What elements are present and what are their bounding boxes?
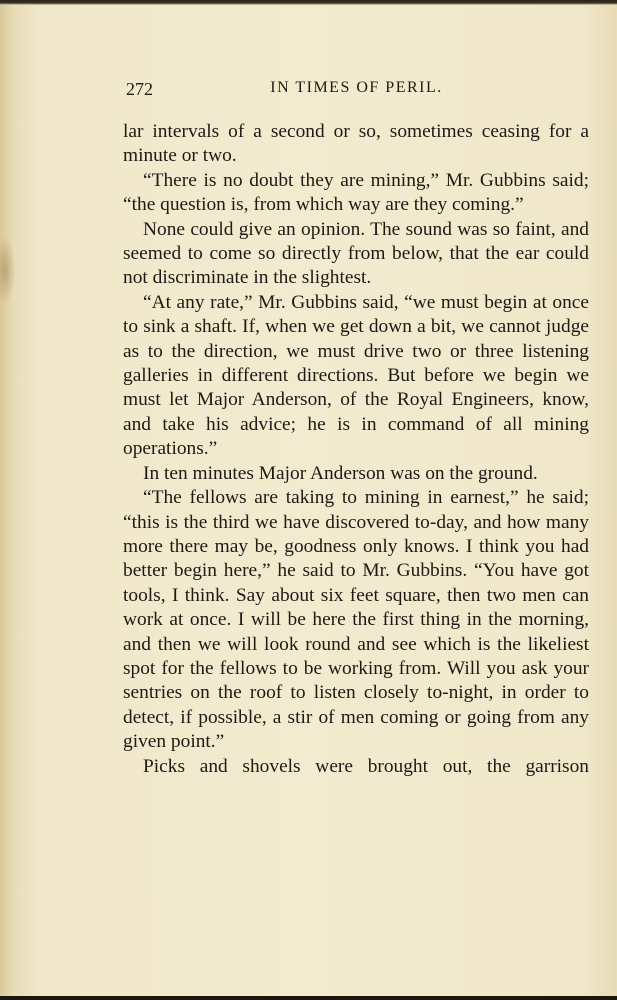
page-number: 272 <box>126 79 153 99</box>
paragraph-3: None could give an opinion. The sound was so faint, and seemed to come so directly from below, that the ear could not discriminate in the slightest. <box>123 218 589 289</box>
running-title: IN TIMES OF PERIL. <box>270 79 443 96</box>
paragraph-5: In ten minutes Major Anderson was on the ground. <box>143 462 538 484</box>
running-header <box>126 76 587 106</box>
paragraph-6: “The fellows are taking to mining in earnest,” he said; “this is the third we have discovered to-day, and how many more there may be, goodness only knows. I think you had better begin here,” he said to Mr. Gubbins. “You have got tools, I think. Say about six feet square, then two men can work at once. I will be here the first thing in the morning, and then we will look round and see which is the likeliest spot for the fellows to be working from. Will you ask your sentries on the roof to listen closely to-night, in order to detect, if possible, a stir of men coming or going from any given point.” <box>123 487 589 753</box>
body-text <box>123 120 589 779</box>
page-top-edge <box>0 0 617 5</box>
paragraph-7: Picks and shovels were brought out, the garrison <box>143 755 589 777</box>
paragraph-2: “There is no doubt they are mining,” Mr. Gubbins said; “the question is, from which way are they coming.” <box>123 169 589 216</box>
paragraph-4: “At any rate,” Mr. Gubbins said, “we must begin at once to sink a shaft. If, when we get down a bit, we cannot judge as to the direction, we must drive two or three listening galleries in different directions. But before we begin we must let Major Anderson, of the Royal Engineers, know, and take his advice; he is in command of all mining operations.” <box>123 291 589 460</box>
page-bottom-edge <box>0 996 617 1000</box>
margin-stain <box>0 235 16 305</box>
paragraph-1: lar intervals of a second or so, sometimes ceasing for a minute or two. <box>123 121 589 167</box>
